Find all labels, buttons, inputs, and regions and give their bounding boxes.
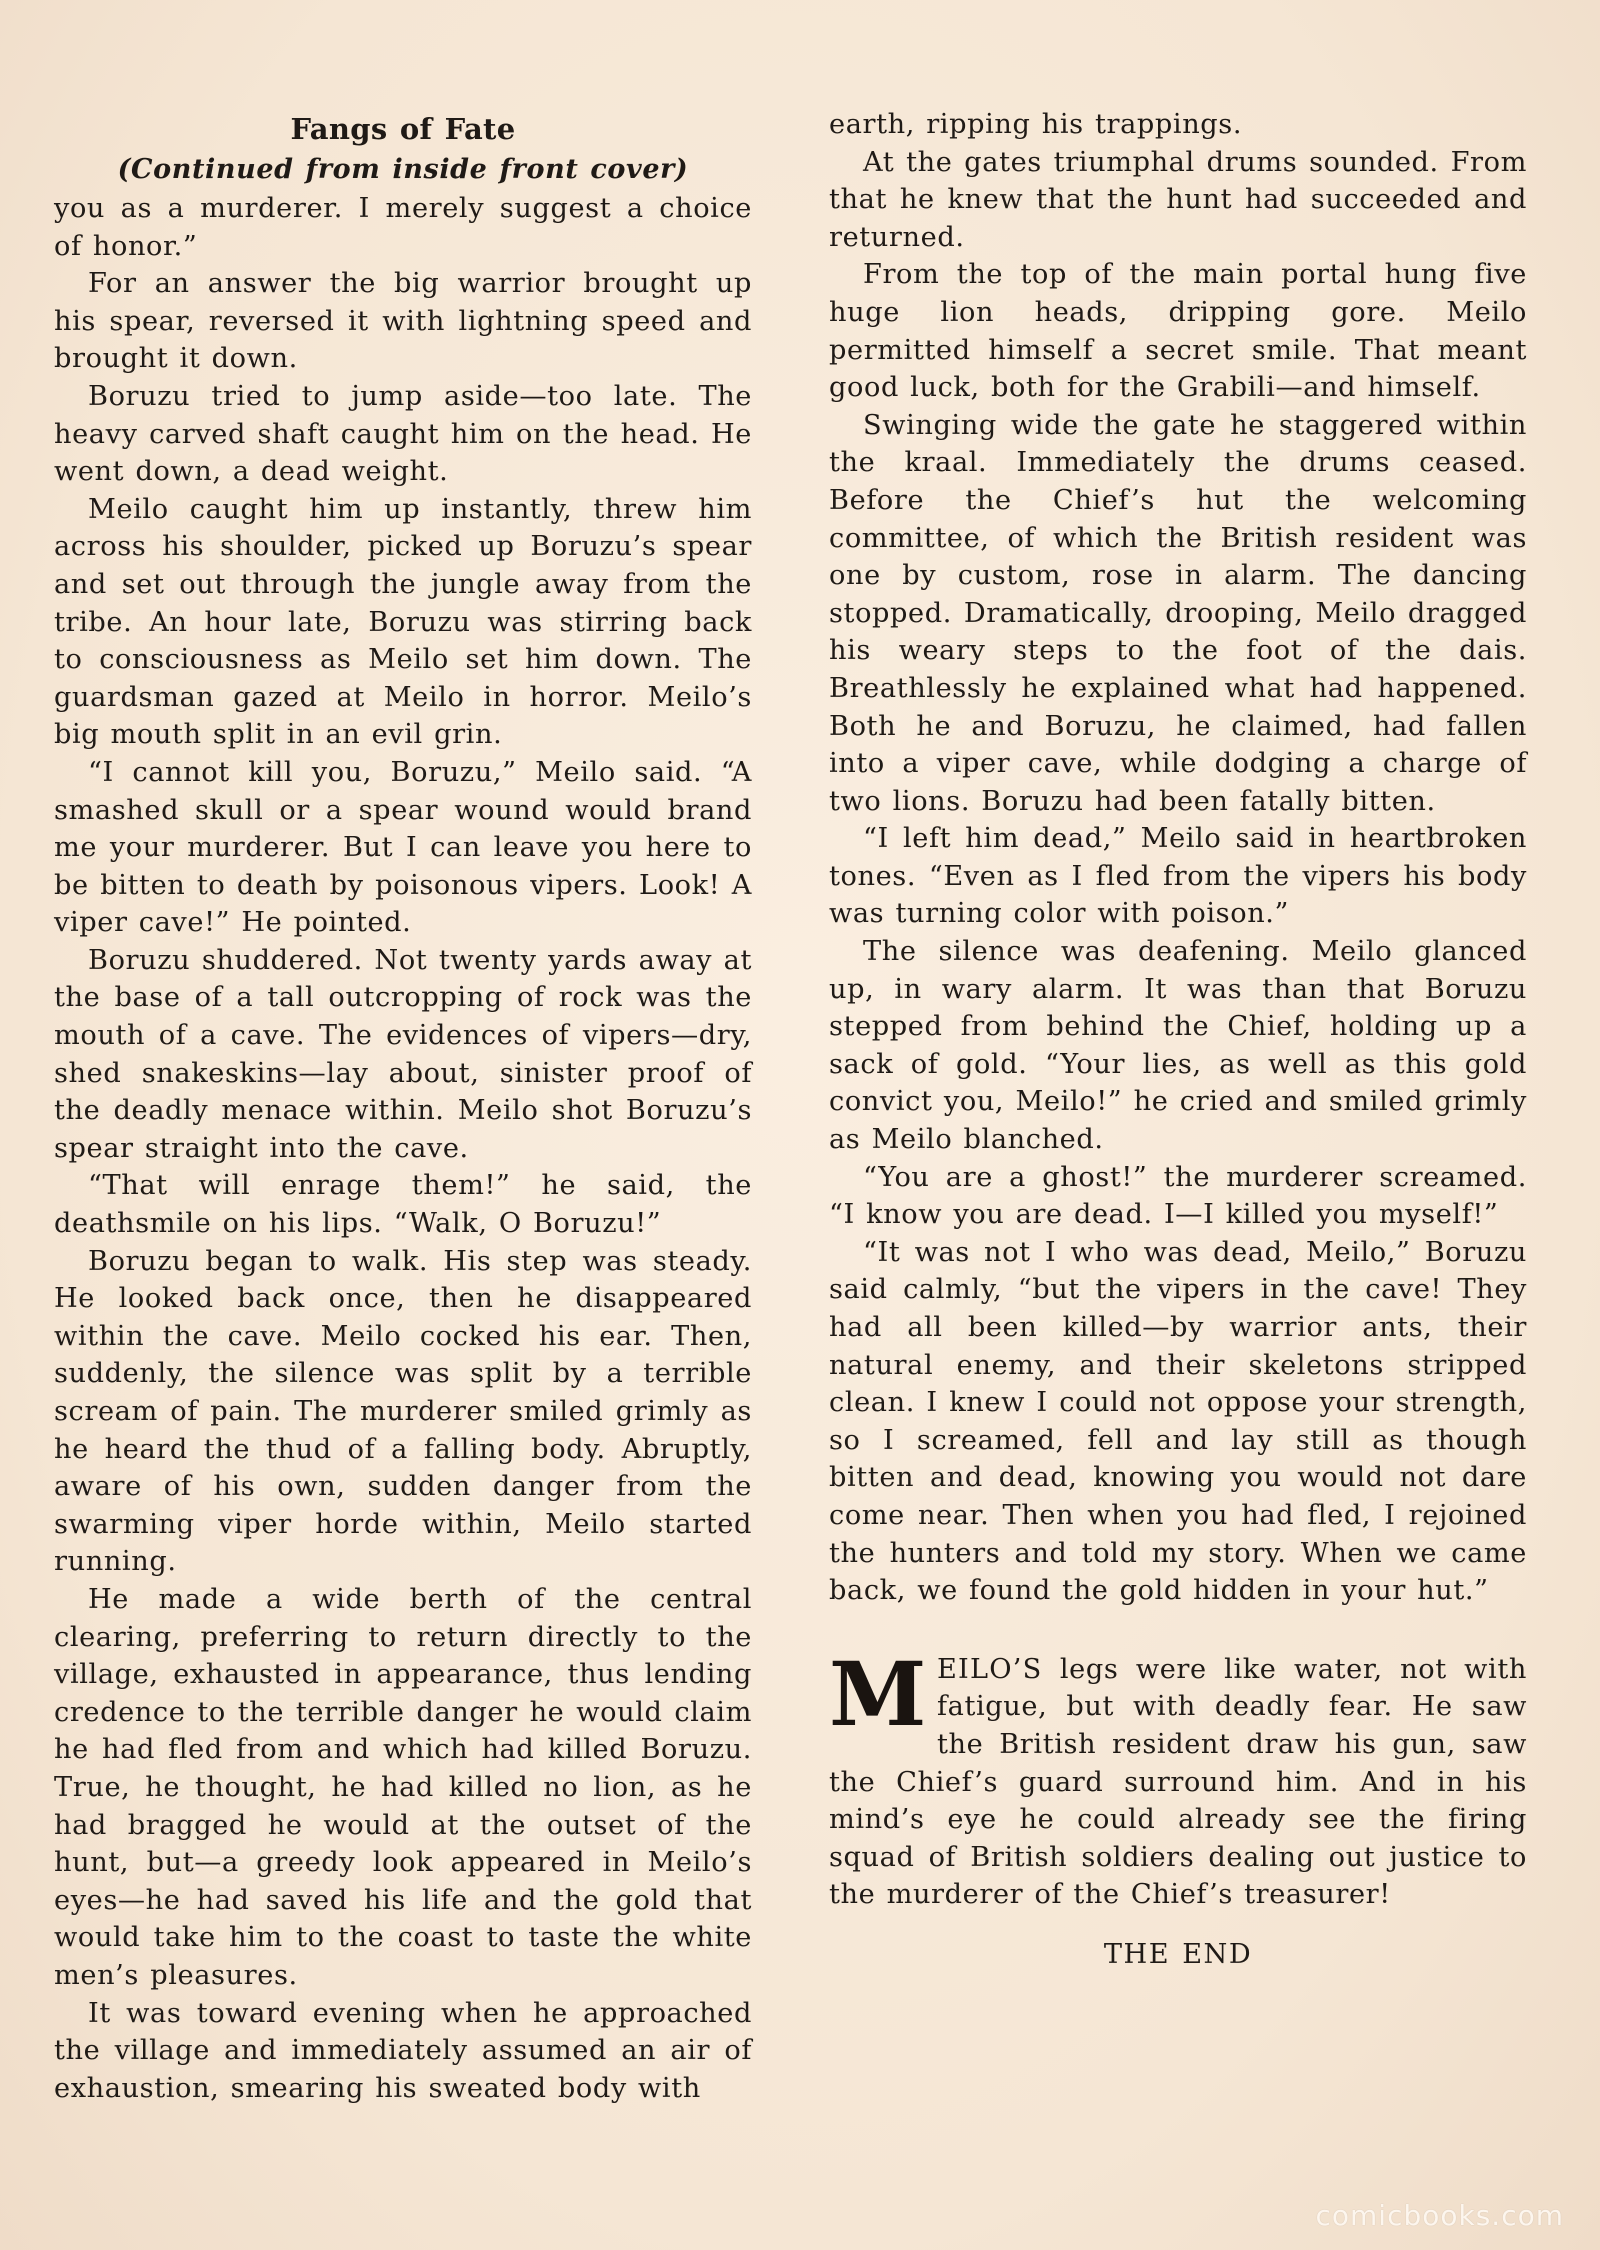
paragraph: “I left him dead,” Meilo said in heartbroken tones. “Even as I fled from the vipers his body was turning color with poison.” xyxy=(829,823,1527,930)
the-end-label: THE END xyxy=(1103,1938,1253,1970)
final-paragraph-text: legs were like water, not with fatigue, but with deadly fear. He saw the British resident draw his gun, saw the Chief’s guard surround him. And in his mind’s eye he could already see the firing squad of British soldiers dealing out justice to the murderer of the Chief’s treasurer! xyxy=(829,1653,1527,1911)
right-column xyxy=(829,106,1527,1974)
paragraph: “It was not I who was dead, Meilo,” Boruzu said calmly, “but the vipers in the cave! They had all been killed—by warrior ants, their natural enemy, and their skeletons stripped clean. I knew I could not oppose your strength, so I screamed, fell and lay still as though bitten and dead, knowing you would not dare come near. Then when you had fled, I rejoined the hunters and told my story. When we came back, we found the gold hidden in your hut.” xyxy=(829,1236,1527,1607)
paragraph: you as a murderer. I merely suggest a choice of honor.” xyxy=(54,193,752,262)
watermark: comicbooks.com xyxy=(1315,2199,1564,2232)
paragraph: Boruzu tried to jump aside—too late. The heavy carved shaft caught him on the head. He went down, a dead weight. xyxy=(54,380,752,488)
story-subtitle: (Continued from inside front cover) xyxy=(117,154,689,185)
paragraph: Meilo caught him up instantly, threw him across his shoulder, picked up Boruzu’s spear and set out through the jungle away from the tribe. An hour late, Boruzu was stirring back to consciousness as Meilo set him down. The guardsman gazed at Meilo in horror. Meilo’s big mouth split in an evil grin. xyxy=(54,493,752,751)
final-paragraph-lead: EILO’S xyxy=(937,1653,1043,1685)
paragraph: Boruzu began to walk. His step was steady. He looked back once, then he disappeared within the cave. Meilo cocked his ear. Then, suddenly, the silence was split by a terrible scream of pain. The murderer smiled grimly as he heard the thud of a falling body. Abruptly, aware of his own, sudden danger from the swarming viper horde within, Meilo started running. xyxy=(54,1245,752,1578)
paragraph: At the gates triumphal drums sounded. From that he knew that the hunt had succeeded and returned. xyxy=(829,146,1527,253)
story-title: Fangs of Fate xyxy=(290,112,516,146)
final-paragraph xyxy=(829,1641,1527,1914)
paragraph: “You are a ghost!” the murderer screamed. “I know you are dead. I—I killed you myself!” xyxy=(829,1161,1527,1231)
paragraph: Swinging wide the gate he staggered within the kraal. Immediately the drums ceased. Before the Chief’s hut the welcoming committee, of which the British resident was one by custom, rose in alarm. The dancing stopped. Dramatically, drooping, Meilo dragged his weary steps to the foot of the dais. Breathlessly he explained what had happened. Both he and Boruzu, he claimed, had fallen into a viper cave, while dodging a charge of two lions. Boruzu had been fatally bitten. xyxy=(829,409,1527,817)
paragraph: Boruzu shuddered. Not twenty yards away at the base of a tall outcropping of rock was the mouth of a cave. The evidences of vipers—dry, shed snakeskins—lay about, sinister proof of the deadly menace within. Meilo shot Boruzu’s spear straight into the cave. xyxy=(54,944,752,1164)
paragraph: The silence was deafening. Meilo glanced up, in wary alarm. It was than that Boruzu stepped from behind the Chief, holding up a sack of gold. “Your lies, as well as this gold convict you, Meilo!” he cried and smiled grimly as Meilo blanched. xyxy=(829,936,1527,1156)
paragraph: He made a wide berth of the central clearing, preferring to return directly to the village, exhausted in appearance, thus lending credence to the terrible danger he would claim he had fled from and which had killed Boruzu. True, he thought, he had killed no lion, as he had bragged he would at the outset of the hunt, but—a greedy look appeared in Meilo’s eyes—he had saved his life and the gold that would take him to the coast to taste the white men’s pleasures. xyxy=(54,1583,752,1991)
drop-cap: M xyxy=(829,1641,928,1746)
paragraph: earth, ripping his trappings. xyxy=(829,109,1243,140)
paragraph: For an answer the big warrior brought up his spear, reversed it with lightning speed and brought it down. xyxy=(54,268,752,375)
paragraph: “I cannot kill you, Boruzu,” Meilo said. “A smashed skull or a spear wound would brand me your murderer. But I can leave you here to be bitten to death by poisonous vipers. Look! A viper cave!” He pointed. xyxy=(54,756,752,939)
left-column xyxy=(54,108,752,2107)
paragraph: From the top of the main portal hung five huge lion heads, dripping gore. Meilo permitted himself a secret smile. That meant good luck, both for the Grabili—and himself. xyxy=(829,259,1527,404)
paragraph: “That will enrage them!” he said, the deathsmile on his lips. “Walk, O Boruzu!” xyxy=(54,1170,752,1240)
paragraph: It was toward evening when he approached the village and immediately assumed an air of exhaustion, smearing his sweated body with xyxy=(54,1997,752,2104)
